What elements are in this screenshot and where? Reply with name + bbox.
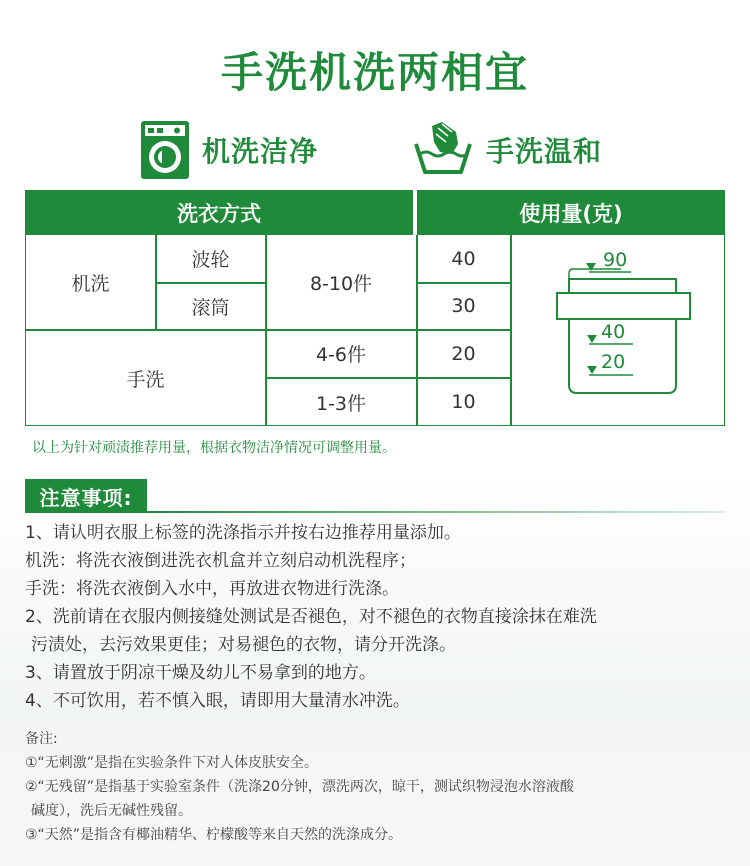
cell-machine: 机洗 <box>71 272 110 295</box>
machine-wash-label: 机洗洁净 <box>202 135 319 168</box>
notice-line: 机洗：将洗衣液倒进洗衣机盒并立刻启动机洗程序； <box>25 551 416 571</box>
machine-wash-mode <box>140 118 318 182</box>
cell-amount: 30 <box>451 295 476 317</box>
cell-machine-items: 8-10件 <box>309 272 373 295</box>
remark-line: ①“无刺激”是指在实验条件下对人体皮肤安全。 <box>25 755 319 771</box>
cell-hand-items-b: 1-3件 <box>315 392 367 415</box>
cell-amount: 10 <box>451 391 476 413</box>
table-footnote: 以上为针对顽渍推荐用量，根据衣物洁净情况可调整用量。 <box>32 440 396 456</box>
notice-line: 污渍处，去污效果更佳；对易褪色的衣物，请分开洗涤。 <box>31 635 456 655</box>
table-body <box>25 235 725 426</box>
remark-line: ③“天然”是指含有椰油精华、柠檬酸等来自天然的洗涤成分。 <box>25 827 403 843</box>
cell-amount: 20 <box>451 342 476 365</box>
cap-mark: 40 <box>601 321 626 343</box>
cap-mark: 20 <box>601 351 626 373</box>
cell-amount: 40 <box>451 247 476 270</box>
cell-hand-items-a: 4-6件 <box>315 344 367 366</box>
cell-pulsator: 波轮 <box>191 249 230 271</box>
dosage-table <box>25 190 725 426</box>
hand-wash-mode <box>412 118 602 182</box>
notice-divider <box>147 511 725 513</box>
remarks-title: 备注: <box>25 731 58 747</box>
cap-mark: 90 <box>603 249 628 271</box>
header-dosage: 使用量(克) <box>417 190 725 235</box>
remarks <box>25 727 725 847</box>
notice-line: 4、不可饮用，若不慎入眼，请即用大量清水冲洗。 <box>25 691 410 711</box>
washing-machine-icon <box>140 120 190 180</box>
cell-drum: 滚筒 <box>191 296 230 319</box>
notice-list <box>25 519 725 715</box>
notice-title: 注意事项: <box>25 479 147 513</box>
remark-line: ②“无残留”是指基于实验室条件（洗涤20分钟，漂洗两次，晾干，测试织物浸泡水溶液酸 <box>25 779 574 795</box>
notice-line: 2、洗前请在衣服内侧接缝处测试是否褪色，对不褪色的衣物直接涂抹在难洗 <box>25 607 597 627</box>
notice-line: 手洗：将洗衣液倒入水中，再放进衣物进行洗涤。 <box>25 579 399 599</box>
page-title: 手洗机洗两相宜 <box>220 48 529 97</box>
remark-line: 碱度），洗后无碱性残留。 <box>31 803 192 819</box>
notice-line: 1、请认明衣服上标签的洗涤指示并按右边推荐用量添加。 <box>25 523 461 543</box>
hand-wash-label: 手洗温和 <box>486 135 603 168</box>
hand-wash-icon <box>412 120 474 180</box>
measuring-cap-icon <box>511 235 724 425</box>
cell-hand: 手洗 <box>126 368 165 391</box>
notice-line: 3、请置放于阴凉干燥及幼儿不易拿到的地方。 <box>25 663 376 683</box>
header-wash-method: 洗衣方式 <box>25 190 413 235</box>
